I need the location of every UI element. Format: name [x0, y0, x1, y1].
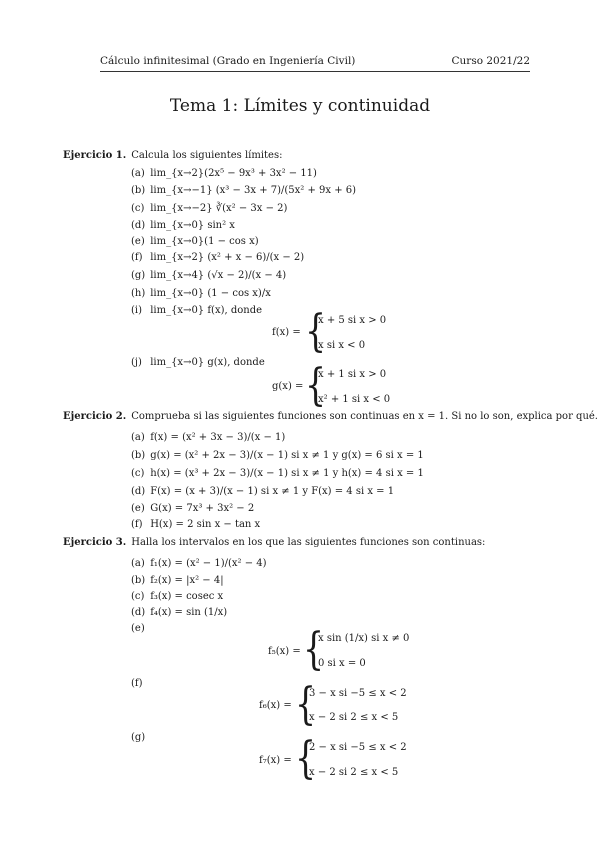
ex3-item-b: (b) f₂(x) = |x² − 4|: [131, 575, 224, 586]
ex1-item-c: (c) lim_{x→−2} ∛(x² − 3x − 2): [131, 203, 288, 214]
g-def-row-1: x + 1 si x > 0: [318, 369, 387, 380]
ex1-item-j: (j) lim_{x→0} g(x), donde: [131, 357, 265, 368]
f5-def-row-2: 0 si x = 0: [318, 658, 366, 669]
f-def-row-2: x si x < 0: [318, 340, 366, 351]
ex1-item-a: (a) lim_{x→2}(2x⁵ − 9x³ + 3x² − 11): [131, 168, 317, 179]
exercise-1-heading: [63, 150, 282, 161]
f5-def-brace: {: [303, 624, 324, 675]
ex3-item-a: (a) f₁(x) = (x² − 1)/(x² − 4): [131, 558, 267, 569]
f5-def-name: f₅(x) =: [268, 646, 301, 657]
ex3-item-f: (f): [131, 678, 143, 689]
exercise-2-label: Ejercicio 2.: [63, 411, 127, 422]
course-year: Curso 2021/22: [451, 55, 530, 67]
f6-def-name: f₆(x) =: [259, 700, 292, 711]
f5-def-row-1: x sin (1/x) si x ≠ 0: [318, 633, 410, 644]
ex2-item-a: (a) f(x) = (x² + 3x − 3)/(x − 1): [131, 432, 286, 443]
course-name: Cálculo infinitesimal (Grado en Ingeniería Civil): [100, 55, 356, 67]
ex1-item-f: (f) lim_{x→2} (x² + x − 6)/(x − 2): [131, 252, 305, 263]
f-def-row-1: x + 5 si x > 0: [318, 315, 387, 326]
f-def-brace: {: [305, 306, 326, 357]
f7-def-row-1: 2 − x si −5 ≤ x < 2: [309, 742, 407, 753]
ex3-item-c: (c) f₃(x) = cosec x: [131, 591, 224, 602]
ex1-item-e: (e) lim_{x→0}(1 − cos x): [131, 236, 259, 247]
ex1-item-b: (b) lim_{x→−1} (x³ − 3x + 7)/(5x² + 9x + 6): [131, 185, 357, 196]
ex2-item-f: (f) H(x) = 2 sin x − tan x: [131, 519, 261, 530]
header-rule: [100, 71, 530, 72]
g-def-name: g(x) =: [272, 381, 304, 392]
exercise-1-label: Ejercicio 1.: [63, 150, 127, 161]
exercise-2-heading: [63, 411, 598, 422]
ex2-item-c: (c) h(x) = (x³ + 2x − 3)/(x − 1) si x ≠ 1 y h(x) = 4 si x = 1: [131, 468, 424, 479]
f7-def-brace: {: [295, 733, 316, 784]
ex1-item-d: (d) lim_{x→0} sin² x: [131, 220, 235, 231]
f6-def-row-2: x − 2 si 2 ≤ x < 5: [309, 712, 399, 723]
f-def-name: f(x) =: [272, 327, 301, 338]
exercise-3-heading: [63, 537, 485, 548]
ex1-item-g: (g) lim_{x→4} (√x − 2)/(x − 4): [131, 270, 287, 281]
ex3-item-g: (g): [131, 732, 146, 743]
page-title: Tema 1: Límites y continuidad: [169, 96, 431, 116]
ex2-item-d: (d) F(x) = (x + 3)/(x − 1) si x ≠ 1 y F(x) = 4 si x = 1: [131, 486, 395, 497]
exercise-2-text: Comprueba si las siguientes funciones son continuas en x = 1. Si no lo son, explica por qué.: [131, 411, 598, 422]
f7-def-name: f₇(x) =: [259, 755, 292, 766]
f6-def-brace: {: [295, 679, 316, 730]
ex2-item-e: (e) G(x) = 7x³ + 3x² − 2: [131, 503, 255, 514]
ex3-item-e: (e): [131, 623, 145, 634]
g-def-brace: {: [305, 360, 326, 411]
exercise-1-text: Calcula los siguientes límites:: [131, 150, 283, 161]
g-def-row-2: x² + 1 si x < 0: [318, 394, 391, 405]
ex1-item-i: (i) lim_{x→0} f(x), donde: [131, 305, 263, 316]
f7-def-row-2: x − 2 si 2 ≤ x < 5: [309, 767, 399, 778]
exercise-3-text: Halla los intervalos en los que las siguientes funciones son continuas:: [131, 537, 486, 548]
f6-def-row-1: 3 − x si −5 ≤ x < 2: [309, 688, 407, 699]
exercise-3-label: Ejercicio 3.: [63, 537, 127, 548]
ex3-item-d: (d) f₄(x) = sin (1/x): [131, 607, 228, 618]
ex2-item-b: (b) g(x) = (x² + 2x − 3)/(x − 1) si x ≠ 1 y g(x) = 6 si x = 1: [131, 450, 424, 461]
ex1-item-h: (h) lim_{x→0} (1 − cos x)/x: [131, 288, 271, 299]
